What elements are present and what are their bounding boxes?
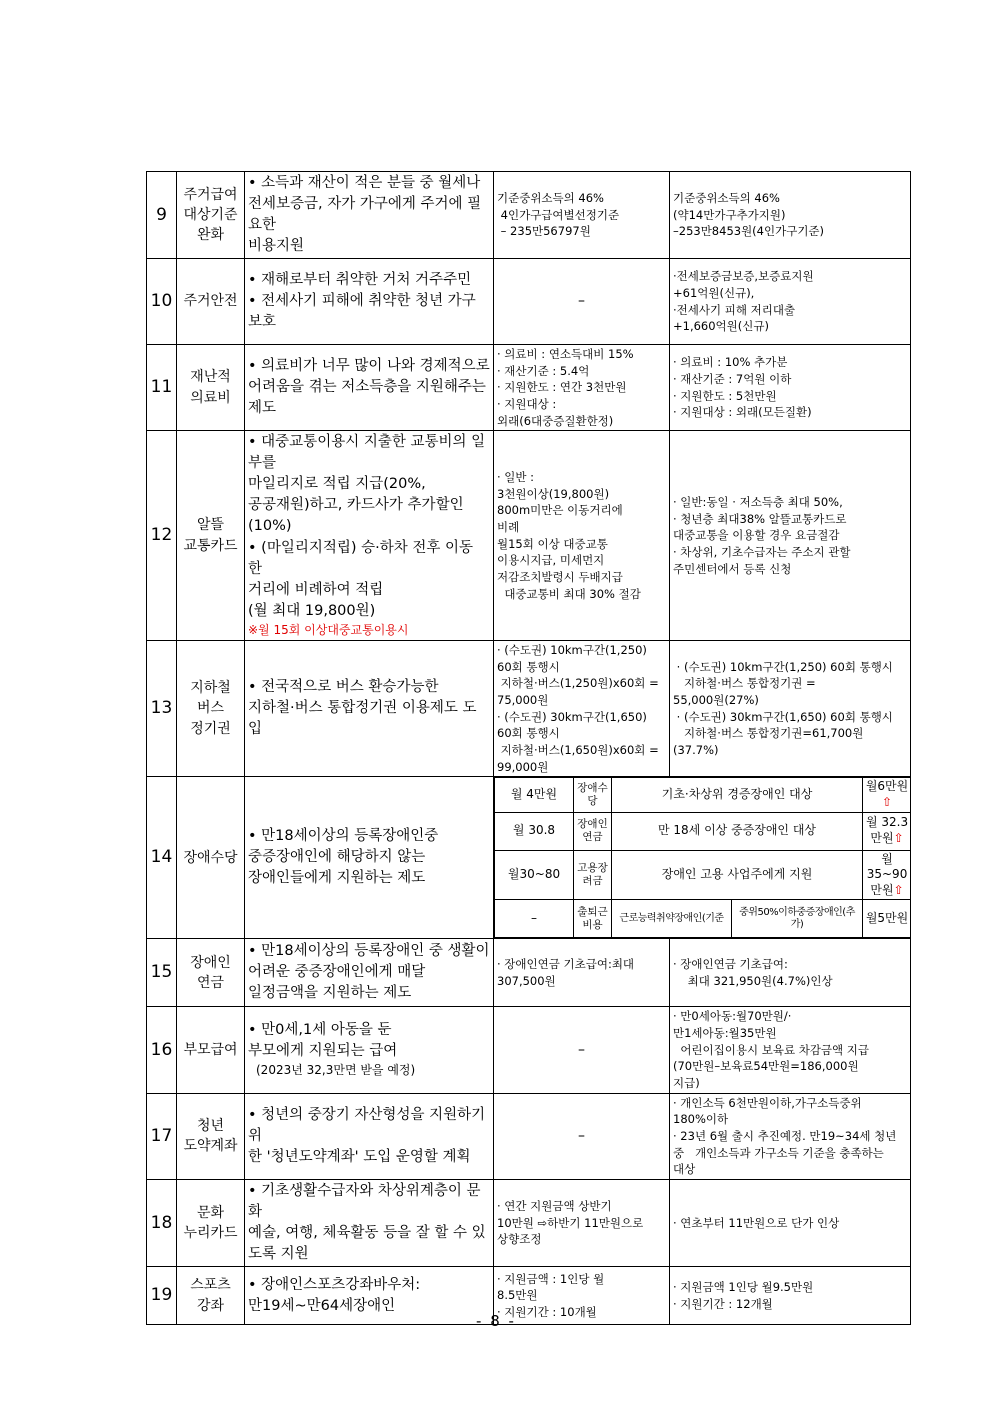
text-line: 재난적	[190, 369, 231, 386]
before-change	[494, 640, 670, 776]
policy-description	[245, 640, 494, 776]
text-line: 상향조정	[497, 1232, 542, 1247]
text-line: • 전국적으로 버스 환승가능한	[248, 679, 439, 696]
policy-title	[177, 1093, 245, 1179]
text-line: · 23년 6월 출시 추진예정. 만19~34세 청년	[673, 1129, 897, 1143]
subtable-row	[495, 850, 911, 900]
text-line: 제도	[248, 400, 277, 417]
text-line: 장애수당	[183, 849, 238, 866]
text-line: · 일반 :	[497, 470, 535, 484]
text-line: 완화	[196, 227, 225, 244]
text-line: 지하철·버스 통합정기권=61,700원(37.7%)	[673, 726, 864, 757]
policy-title	[177, 172, 245, 259]
sub-after-text: 월6만원	[865, 779, 909, 794]
text-line: · 의료비 : 연소득대비 15%	[497, 347, 634, 362]
increase-arrow-icon: ⇧	[882, 794, 893, 809]
text-line: · 일반:동일 · 저소득층 최대 50%,	[673, 495, 843, 509]
text-line: 누리카드	[183, 1225, 238, 1242]
text-line: · 연초부터 11만원으로 단가 인상	[673, 1215, 840, 1230]
text-line: –253만8453원(4인가구기준)	[673, 224, 825, 239]
row-number: 13	[147, 640, 177, 776]
text-line: 비용지원	[248, 238, 305, 255]
text-line: 일정금액을 지원하는 제도	[248, 985, 412, 1002]
policy-description	[245, 777, 494, 939]
text-line: 이용시지급, 미세먼지	[497, 553, 605, 568]
text-line: 307,500원	[497, 973, 556, 988]
text-line: 도록 지원	[248, 1246, 309, 1263]
text-line: +61억원(신규),	[673, 285, 755, 300]
text-line: 도약계좌	[183, 1138, 238, 1155]
disability-allowance-subtable-cell	[494, 777, 911, 939]
table-row	[147, 640, 911, 776]
text-line: • 기초생활수급자와 차상위계층이 문화	[248, 1183, 481, 1221]
subtable-row	[495, 778, 911, 812]
text-line: · 지원기간 : 10개월	[497, 1304, 597, 1319]
row-number: 10	[147, 259, 177, 345]
text-line: • 만0세,1세 아동을 둔	[248, 1022, 392, 1039]
policy-title	[177, 1180, 245, 1267]
policy-description	[245, 259, 494, 345]
after-change	[670, 431, 911, 641]
text-line: 지하철·버스 통합정기권 =	[673, 676, 816, 691]
table-row	[147, 172, 911, 259]
policy-description	[245, 939, 494, 1007]
text-line: 청년	[196, 1118, 225, 1135]
text-line: · 개인소득 6천만원이하,가구소득중위	[673, 1095, 862, 1110]
text-line: 마일리지로 적립 지급(20%,	[248, 476, 426, 493]
text-line: · 지원대상 : 외래(모든질환)	[673, 405, 812, 420]
text-line: 지하철	[190, 680, 231, 697]
text-line: · 연간 지원금액 상반기	[497, 1199, 612, 1214]
text-line: 지하철·버스(1,650원)x60회 =	[497, 742, 659, 757]
text-line: • 만18세이상의 등록장애인중	[248, 828, 439, 845]
text-line: 어려운 중증장애인에게 매달	[248, 964, 426, 981]
after-change	[670, 1180, 911, 1267]
text-line: · 만0세아동:월70만원/·	[673, 1009, 792, 1024]
row-number: 9	[147, 172, 177, 259]
sub-target: 장애인 고용 사업주에게 지원	[612, 850, 863, 900]
text-line: 어린이집이용시 보육료 차감금액 지급	[673, 1042, 870, 1057]
text-line: 스포츠	[190, 1277, 231, 1294]
subtable-row	[495, 900, 911, 938]
text-line: (약14만가구추가지원)	[673, 207, 786, 222]
table-row	[147, 431, 911, 641]
text-line: · 청년층 최대38% 알뜰교통카드로	[673, 511, 847, 526]
text-line: 대중교통비 최대 30% 절감	[497, 586, 641, 601]
increase-arrow-icon: ⇧	[893, 831, 904, 846]
policy-note: ※월 15회 이상대중교통이용시	[248, 622, 409, 637]
text-line: 장애인들에게 지원하는 제도	[248, 870, 426, 887]
text-line: · 재산기준 : 5.4억	[497, 363, 590, 378]
row-number: 17	[147, 1093, 177, 1179]
text-line: 기준중위소득의 46%	[497, 191, 604, 206]
policy-description	[245, 1007, 494, 1093]
text-line: 주민센터에서 등록 신청	[673, 561, 792, 576]
policy-title	[177, 431, 245, 641]
text-line: · 장애인연금 기초급여:	[673, 957, 788, 972]
sub-after-value	[863, 812, 911, 850]
text-line: 강좌	[196, 1297, 225, 1314]
text-line: 중 개인소득과 가구소득 기준을 충족하는	[673, 1145, 884, 1160]
text-line: • 대중교통이용시 지출한 교통비의 일부를	[248, 434, 486, 472]
text-line: · 지원금액 : 1인당 월	[497, 1271, 605, 1286]
text-line: 주거급여	[183, 186, 238, 203]
policy-description	[245, 1093, 494, 1179]
policy-description	[245, 172, 494, 259]
text-line: • 장애인스포츠강좌바우처:	[248, 1276, 421, 1293]
sub-type: 출퇴근비용	[574, 900, 612, 938]
text-line: –	[578, 1128, 585, 1145]
text-line: 비례	[497, 520, 520, 535]
text-line: 알뜰	[196, 517, 225, 534]
text-line: 의료비	[190, 389, 231, 406]
after-change	[670, 1007, 911, 1093]
text-line: 부모급여	[183, 1041, 238, 1058]
text-line: (월 최대 19,800원)	[248, 602, 376, 619]
after-change	[670, 172, 911, 259]
before-change	[494, 172, 670, 259]
text-line: · (수도권) 30km구간(1,650)	[497, 709, 647, 724]
row-number: 18	[147, 1180, 177, 1267]
before-change	[494, 939, 670, 1007]
text-line: – 235만56797원	[497, 224, 591, 239]
text-line: 99,000원	[497, 759, 549, 774]
text-line: ·전세보증금보증,보증료지원	[673, 269, 814, 284]
text-line: 문화	[196, 1204, 225, 1221]
text-line: 버스	[196, 700, 225, 717]
text-line: • 만18세이상의 등록장애인 중 생활이	[248, 943, 490, 960]
text-line: 지하철·버스(1,250원)x60회 =	[497, 676, 659, 691]
sub-after-value	[863, 900, 911, 938]
text-line: · (수도권) 30km구간(1,650) 60회 통행시	[673, 709, 893, 724]
sub-target: 근로능력취약장애인(기준	[612, 900, 732, 938]
after-change	[670, 259, 911, 345]
row-number: 11	[147, 345, 177, 431]
policy-sub-note: (2023년 32,3만면 받을 예정)	[256, 1063, 416, 1078]
text-line: 만1세아동:월35만원	[673, 1025, 777, 1040]
before-change	[494, 345, 670, 431]
text-line: 8.5만원	[497, 1288, 538, 1303]
text-line: • 청년의 중장기 자산형성을 지원하기위	[248, 1106, 486, 1144]
text-line: 대중교통을 이용할 경우 요금절감	[673, 528, 840, 543]
text-line: · (수도권) 10km구간(1,250)	[497, 642, 647, 657]
sub-after-text: 월 32.3만원	[865, 815, 909, 846]
after-change	[670, 345, 911, 431]
row-number: 12	[147, 431, 177, 641]
text-line: 180%이하	[673, 1112, 729, 1127]
text-line: • 소득과 재산이 적은 분들 중 월세나	[248, 175, 481, 191]
text-line: 4인가구급여별선정기준	[497, 207, 620, 222]
table-row	[147, 1180, 911, 1267]
text-line: 한 '청년도약계좌' 도입 운영할 계획	[248, 1148, 471, 1165]
text-line: 3천원이상(19,800원)	[497, 486, 610, 501]
policy-title	[177, 259, 245, 345]
text-line: · 지원기간 : 12개월	[673, 1296, 773, 1311]
after-change	[670, 1093, 911, 1179]
text-line: –	[578, 293, 585, 310]
text-line: 대상기준	[183, 206, 238, 223]
sub-after-value	[863, 850, 911, 900]
text-line: 대상	[673, 1162, 696, 1177]
text-line: 공공재원)하고, 카드사가 추가할인(10%)	[248, 497, 464, 535]
text-line: • (마일리지적립) 승·하차 전후 이동 한	[248, 539, 478, 577]
text-line: ·전세사기 피해 저리대출	[673, 302, 796, 317]
text-line: 정기권	[190, 720, 231, 737]
text-line: 기준중위소득의 46%	[673, 191, 780, 206]
text-line: 저감조치발령시 두배지급	[497, 570, 623, 585]
text-line: 거리에 비례하여 적립	[248, 581, 384, 598]
text-line: • 의료비가 너무 많이 나와 경제적으로	[248, 358, 490, 375]
policy-title	[177, 777, 245, 939]
before-change	[494, 259, 670, 345]
text-line: 지하철·버스 통합정기권 이용제도 도입	[248, 700, 477, 738]
row-number: 14	[147, 777, 177, 939]
text-line: 월15회 이상 대중교통	[497, 536, 608, 551]
text-line: • 전세사기 피해에 취약한 청년 가구 보호	[248, 293, 481, 331]
policy-title	[177, 345, 245, 431]
after-change	[670, 640, 911, 776]
text-line: 교통카드	[183, 537, 238, 554]
table-row	[147, 259, 911, 345]
before-change	[494, 1093, 670, 1179]
text-line: 예술, 여행, 체육활동 등을 잘 할 수 있	[248, 1225, 486, 1242]
policy-title	[177, 640, 245, 776]
increase-arrow-icon: ⇧	[893, 882, 904, 897]
text-line: • 재해로부터 취약한 거처 거주주민	[248, 272, 472, 289]
text-line: 만19세~만64세장애인	[248, 1297, 396, 1314]
subtable-row	[495, 812, 911, 850]
sub-after-text: 월5만원	[865, 911, 909, 925]
sub-before-value: 월 4만원	[495, 778, 574, 812]
sub-after-text: 월35~90만원	[866, 851, 908, 897]
before-change	[494, 1180, 670, 1267]
before-change	[494, 1007, 670, 1093]
sub-target-extra: 중위50%이하중증장애인(추가)	[732, 900, 863, 938]
sub-target: 만 18세 이상 중증장애인 대상	[612, 812, 863, 850]
text-line: · 지원대상 :	[497, 397, 557, 412]
text-line: +1,660억원(신규)	[673, 319, 769, 334]
text-line: –	[578, 1041, 585, 1058]
text-line: 주거안전	[183, 293, 238, 310]
text-line: 어려움을 겪는 저소득층을 지원해주는	[248, 379, 486, 396]
policy-description	[245, 1180, 494, 1267]
text-line: · 재산기준 : 7억원 이하	[673, 372, 792, 387]
text-line: · 지원한도 : 5천만원	[673, 388, 777, 403]
policy-description	[245, 431, 494, 641]
text-line: · 장애인연금 기초급여:최대	[497, 957, 635, 972]
sub-after-value	[863, 778, 911, 812]
page-number: - 8 -	[476, 1312, 516, 1330]
policy-description	[245, 345, 494, 431]
table-row	[147, 1093, 911, 1179]
text-line: 55,000원(27%)	[673, 692, 759, 707]
sub-before-value: 월 30.8	[495, 812, 574, 850]
row-number: 15	[147, 939, 177, 1007]
text-line: 중증장애인에 해당하지 않는	[248, 849, 426, 866]
text-line: · 지원금액 1인당 월9.5만원	[673, 1279, 814, 1294]
table-row	[147, 777, 911, 939]
text-line: 800m미만은 이동거리에	[497, 503, 623, 518]
sub-type: 고용장려금	[574, 850, 612, 900]
after-change	[670, 939, 911, 1007]
table-row	[147, 939, 911, 1007]
text-line: 10만원 ⇨하반기 11만원으로	[497, 1215, 644, 1230]
text-line: 75,000원	[497, 692, 549, 707]
sub-type: 장애인연금	[574, 812, 612, 850]
text-line: · 의료비 : 10% 추가분	[673, 355, 788, 370]
row-number: 19	[147, 1267, 177, 1325]
text-line: 지급)	[673, 1075, 700, 1090]
table-row	[147, 1007, 911, 1093]
text-line: 부모에게 지원되는 급여	[248, 1043, 398, 1060]
text-line: · 지원한도 : 연간 3천만원	[497, 380, 627, 395]
text-line: · (수도권) 10km구간(1,250) 60회 통행시	[673, 659, 893, 674]
policy-title	[177, 939, 245, 1007]
welfare-policy-table	[146, 171, 911, 1325]
sub-before-value: –	[495, 900, 574, 938]
policy-title	[177, 1007, 245, 1093]
text-line: 외래(6대중증질환한정)	[497, 413, 614, 428]
text-line: 최대 321,950원(4.7%)인상	[673, 973, 833, 988]
text-line: 장애인	[190, 954, 231, 971]
sub-target: 기초·차상위 경증장애인 대상	[612, 778, 863, 812]
table-row	[147, 345, 911, 431]
disability-allowance-subtable	[494, 777, 911, 938]
text-line: · 차상위, 기초수급자는 주소지 관할	[673, 545, 851, 560]
before-change	[494, 431, 670, 641]
text-line: (70만원–보육료54만원=186,000원	[673, 1059, 859, 1074]
text-line: 연금	[196, 974, 225, 991]
text-line: 전세보증금, 자가 가구에게 주거에 필요한	[248, 196, 482, 234]
row-number: 16	[147, 1007, 177, 1093]
sub-type: 장애수당	[574, 778, 612, 812]
text-line: 60회 통행시	[497, 659, 560, 674]
text-line: 60회 통행시	[497, 726, 560, 741]
sub-before-value: 월30~80	[495, 850, 574, 900]
